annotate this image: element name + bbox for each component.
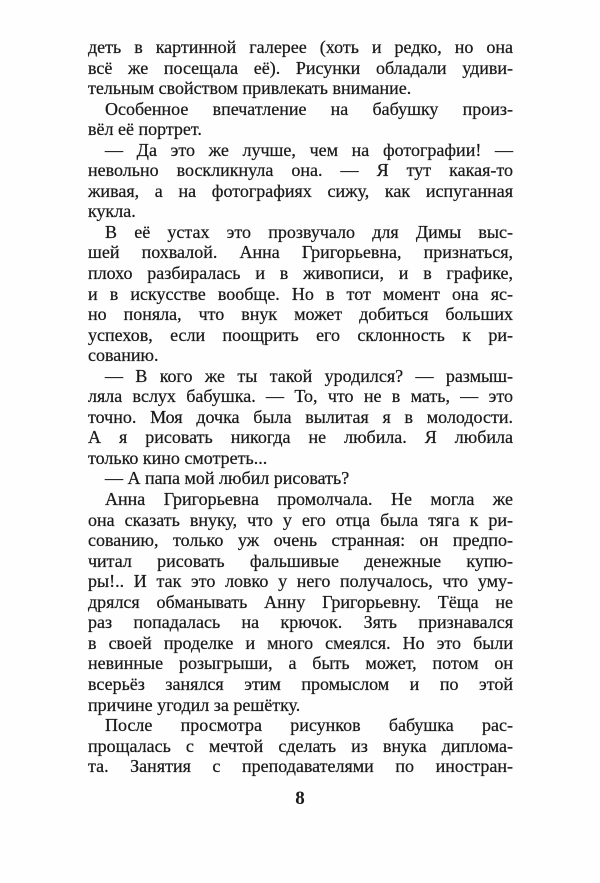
text-line: — А папа мой любил рисовать?	[105, 468, 350, 489]
text-line: ры!.. И так это ловко у него получалось, что уму-	[88, 571, 513, 592]
text-line: прощалась с мечтой сделать из внука диплома-	[88, 735, 513, 756]
text-line: После просмотра рисунков бабушка рас-	[105, 715, 513, 736]
text-line: — В кого же ты такой уродился? — размыш-	[105, 365, 513, 386]
text-line: точно. Моя дочка была вылитая я в молодости.	[88, 406, 513, 427]
text-line: и в искусстве вообще. Но в тот момент она яс-	[88, 283, 513, 304]
body-text	[88, 37, 513, 777]
text-line: невольно воскликнула она. — Я тут какая-то	[88, 160, 513, 181]
text-line: успехов, если поощрить его склонность к ри-	[88, 324, 513, 345]
text-line: вёл её портрет.	[88, 119, 202, 140]
text-line: ляла вслух бабушка. — То, что не в мать, — это	[88, 386, 513, 407]
text-line: та. Занятия с преподавателями по иностран-	[88, 756, 513, 777]
text-line: раз попадалась на крючок. Зять признавался	[88, 612, 513, 633]
text-line: плохо разбиралась и в живописи, и в графике,	[88, 263, 513, 284]
text-line: — Да это же лучше, чем на фотографии! —	[105, 139, 513, 160]
text-line: А я рисовать никогда не любила. Я любила	[88, 427, 513, 448]
text-line: невинные розыгрыши, а быть может, потом он	[88, 653, 513, 674]
text-line: только кино смотреть...	[88, 447, 268, 468]
text-line: Анна Григорьевна промолчала. Не могла же	[105, 489, 513, 510]
text-line: деть в картинной галерее (хоть и редко, но она	[88, 37, 513, 57]
text-line: кукла.	[88, 201, 136, 222]
text-line: но поняла, что внук может добиться больших	[88, 304, 513, 325]
text-line: всерьёз занялся этим промыслом и по этой	[88, 673, 513, 694]
text-line: всё же посещала её). Рисунки обладали удиви-	[88, 57, 513, 78]
text-line: шей похвалой. Анна Григорьевна, признаться,	[88, 242, 513, 263]
text-line: причине угодил за решётку.	[88, 694, 301, 715]
text-line: живая, а на фотографиях сижу, как испуганная	[88, 180, 513, 201]
text-line: тельным свойством привлекать внимание.	[88, 78, 412, 99]
text-line: В её устах это прозвучало для Димы выс-	[105, 221, 513, 242]
text-line: в своей проделке и много смеялся. Но это были	[88, 632, 513, 653]
page-number: 8	[295, 788, 305, 809]
text-line: сованию, только уж очень странная: он предпо-	[88, 530, 513, 551]
text-line: читал рисовать фальшивые денежные купю-	[88, 550, 513, 571]
text-line: Особенное впечатление на бабушку произ-	[105, 98, 513, 119]
text-line: дрялся обманывать Анну Григорьевну. Тёща не	[88, 591, 513, 612]
text-line: она сказать внуку, что у его отца была тяга к ри-	[88, 509, 513, 530]
text-line: сованию.	[88, 345, 159, 366]
